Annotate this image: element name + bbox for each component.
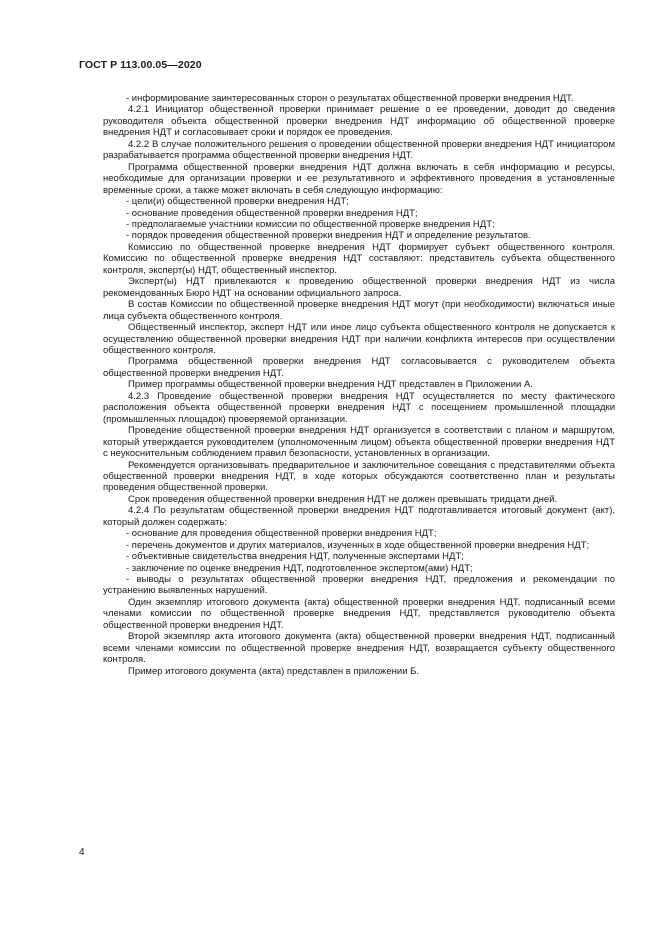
paragraph: 4.2.2 В случае положительного решения о проведении общественной проверки внедрения НДТ инициатором разрабатывается программа общественной проверки внедрения НДТ.: [103, 138, 615, 162]
list-item: - основание проведения общественной проверки внедрения НДТ;: [126, 207, 418, 219]
paragraph: Программа общественной проверки внедрения НДТ должна включать в себя информацию и ресурсы, необходимые для организации проверки и ее результативного и эффективного проведения в установленные временные сроки, а также может включать в себя следующую информацию:: [103, 161, 615, 196]
list-item: - заключение по оценке внедрения НДТ, подготовленное экспертом(ами) НДТ;: [126, 562, 473, 574]
paragraph: Проведение общественной проверки внедрения НДТ организуется в соответствии с планом и маршрутом, который утверждается руководителем (уполномоченным лицом) объекта общественной проверки внедрения НДТ с неукоснительным соблюдением правил безопасности, установленных в организации.: [103, 425, 615, 460]
list-item: - основание для проведения общественной проверки внедрения НДТ;: [126, 528, 437, 540]
paragraph: 4.2.4 По результатам общественной проверки внедрения НДТ подготавливается итоговый документ (акт), который должен содержать:: [103, 505, 615, 528]
page-number: 4: [79, 847, 85, 858]
list-item: - цели(и) общественной проверки внедрения НДТ;: [126, 196, 349, 208]
paragraph: Общественный инспектор, эксперт НДТ или иное лицо субъекта общественного контроля не допускается к осуществлению общественной проверки внедрения НДТ при наличии конфликта интересов при осуществлении общественного контроля.: [103, 322, 615, 356]
paragraph: Эксперт(ы) НДТ привлекаются к проведению общественной проверки внедрения НДТ из числа рекомендованных Бюро НДТ на основании официального запроса.: [103, 276, 615, 299]
paragraph: 4.2.1 Инициатор общественной проверки принимает решение о ее проведении, доводит до сведения руководителя объекта общественной проверки внедрения НДТ информацию об общественной проверке внедрения НДТ и согласовывает сроки и порядок ее проведения.: [103, 104, 615, 139]
list-item: - перечень документов и других материалов, изученных в ходе общественной проверки внедрения НДТ;: [126, 539, 590, 551]
list-item: - информирование заинтересованных сторон о результатах общественной проверки внедрения НДТ.: [126, 93, 574, 104]
paragraph: Рекомендуется организовывать предварительное и заключительное совещания с представителями объекта общественной проверки внедрения НДТ, в ходе которых обсуждаются соответственно план и результаты проведения общественной проверки.: [103, 459, 615, 494]
list-item: - порядок проведения общественной проверки внедрения НДТ и определение результатов.: [126, 230, 531, 242]
paragraph: Комиссию по общественной проверке внедрения НДТ формирует субъект общественного контроля. Комиссию по общественной проверке внедрения НДТ составляют: представитель субъекта общественного контроля, эксперт(ы) НДТ, общественный инспектор.: [103, 241, 615, 276]
paragraph: Срок проведения общественной проверки внедрения НДТ не должен превышать тридцати дней.: [128, 493, 558, 505]
standard-header: ГОСТ Р 113.00.05—2020: [79, 59, 202, 71]
paragraph: Программа общественной проверки внедрения НДТ согласовывается с руководителем объекта общественной проверки внедрения НДТ.: [103, 356, 615, 379]
paragraph: В состав Комиссии по общественной проверке внедрения НДТ могут (при необходимости) включаться иные лица субъекта общественного контроля.: [103, 299, 615, 322]
paragraph: 4.2.3 Проведение общественной проверки внедрения НДТ осуществляется по месту фактического расположения объекта общественной проверки внедрения НДТ с посещением промышленной площадки (промышленных площадок) проверяемой организации.: [103, 390, 615, 425]
body-text: [103, 93, 615, 677]
list-item: - выводы о результатах общественной проверки внедрения НДТ, предложения и рекомендации по устранению выявленных нарушений.: [103, 574, 615, 597]
paragraph: Пример итогового документа (акта) представлен в приложении Б.: [128, 665, 420, 677]
paragraph: Пример программы общественной проверки внедрения НДТ представлен в Приложении А.: [128, 379, 533, 391]
paragraph: Второй экземпляр акта итогового документа (акта) общественной проверки внедрения НДТ, подписанный всеми членами комиссии по общественной проверке внедрения НДТ, возвращается субъекту общественного контроля.: [103, 631, 615, 666]
list-item: - объективные свидетельства внедрения НДТ, полученные экспертами НДТ;: [126, 551, 464, 563]
paragraph: Один экземпляр итогового документа (акта) общественной проверки внедрения НДТ, подписанный всеми членами комиссии по общественной проверке внедрения НДТ, представляется руководителю объекта общественной проверки внедрения НДТ.: [103, 596, 615, 631]
list-item: - предполагаемые участники комиссии по общественной проверке внедрения НДТ;: [126, 218, 495, 230]
